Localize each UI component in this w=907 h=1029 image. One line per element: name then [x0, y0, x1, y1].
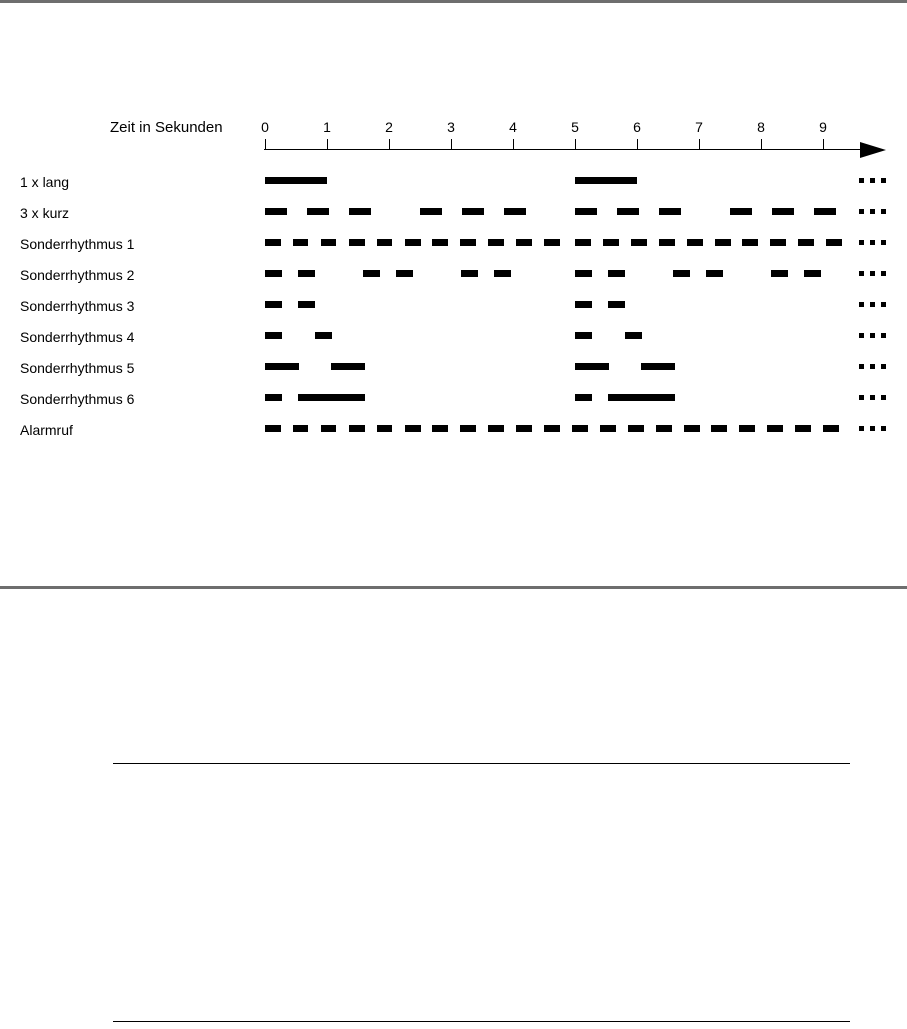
- pulse-bar: [608, 394, 675, 401]
- pulse-bar: [504, 208, 526, 215]
- pulse-bar: [488, 425, 504, 432]
- pulse-bar: [265, 208, 287, 215]
- row-label: 3 x kurz: [20, 205, 70, 221]
- axis-title: Zeit in Sekunden: [110, 119, 223, 136]
- continuation-dots-icon: [859, 364, 892, 369]
- tick-mark: [513, 139, 514, 150]
- pulse-bar: [396, 270, 413, 277]
- pulse-bar: [575, 270, 592, 277]
- pulse-bar: [265, 301, 282, 308]
- pulse-bar: [265, 270, 282, 277]
- pulse-bar: [405, 425, 421, 432]
- pulse-bar: [767, 425, 783, 432]
- pulse-bar: [814, 208, 836, 215]
- pulse-bar: [804, 270, 821, 277]
- continuation-dots-icon: [859, 333, 892, 338]
- pulse-bar: [575, 177, 637, 184]
- tick-label: 4: [509, 119, 517, 135]
- tick-mark: [699, 139, 700, 150]
- top-divider: [0, 0, 907, 3]
- tick-mark: [451, 139, 452, 150]
- pulse-bar: [307, 208, 329, 215]
- pulse-bar: [460, 239, 476, 246]
- pulse-bar: [600, 425, 616, 432]
- pulse-bar: [656, 425, 672, 432]
- pulse-bar: [706, 270, 723, 277]
- pulse-bar: [659, 239, 675, 246]
- pulse-bar: [772, 208, 794, 215]
- pulse-bar: [711, 425, 727, 432]
- pulse-bar: [488, 239, 504, 246]
- pulse-bar: [575, 239, 591, 246]
- pulse-bar: [265, 177, 327, 184]
- pulse-bar: [516, 425, 532, 432]
- pulse-bar: [265, 394, 282, 401]
- tick-mark: [327, 139, 328, 150]
- pulse-bar: [432, 425, 448, 432]
- tick-mark: [761, 139, 762, 150]
- tick-mark: [575, 139, 576, 150]
- pulse-bar: [641, 363, 675, 370]
- pulse-bar: [659, 208, 681, 215]
- pulse-bar: [770, 239, 786, 246]
- pulse-bar: [432, 239, 448, 246]
- pulse-bar: [377, 239, 392, 246]
- pulse-bar: [575, 301, 592, 308]
- upper-rule: [113, 763, 850, 764]
- pulse-bar: [617, 208, 639, 215]
- pulse-bar: [572, 425, 588, 432]
- tick-mark: [637, 139, 638, 150]
- tick-label: 6: [633, 119, 641, 135]
- pulse-bar: [331, 363, 365, 370]
- pulse-bar: [420, 208, 442, 215]
- pulse-bar: [742, 239, 758, 246]
- pulse-bar: [628, 425, 644, 432]
- tick-label: 5: [571, 119, 579, 135]
- pulse-bar: [462, 208, 484, 215]
- pulse-bar: [349, 425, 365, 432]
- pulse-bar: [265, 239, 281, 246]
- row-label: Sonderrhythmus 1: [20, 236, 135, 252]
- pulse-bar: [631, 239, 647, 246]
- pulse-bar: [265, 363, 299, 370]
- pulse-bar: [349, 208, 371, 215]
- middle-divider: [0, 586, 907, 589]
- pulse-bar: [321, 239, 336, 246]
- tick-label: 8: [757, 119, 765, 135]
- pulse-bar: [739, 425, 755, 432]
- continuation-dots-icon: [859, 302, 892, 307]
- pulse-bar: [298, 394, 365, 401]
- pulse-bar: [293, 425, 308, 432]
- continuation-dots-icon: [859, 240, 892, 245]
- pulse-bar: [405, 239, 421, 246]
- pulse-bar: [544, 239, 560, 246]
- tick-label: 2: [385, 119, 393, 135]
- continuation-dots-icon: [859, 178, 892, 183]
- row-label: Sonderrhythmus 6: [20, 391, 135, 407]
- pulse-bar: [608, 301, 625, 308]
- tick-label: 0: [261, 119, 269, 135]
- row-label: 1 x lang: [20, 174, 70, 190]
- pulse-bar: [575, 332, 592, 339]
- pulse-bar: [603, 239, 619, 246]
- pulse-bar: [321, 425, 336, 432]
- tick-mark: [265, 139, 266, 150]
- continuation-dots-icon: [859, 271, 892, 276]
- pulse-bar: [461, 270, 478, 277]
- tick-mark: [389, 139, 390, 150]
- pulse-bar: [673, 270, 690, 277]
- pulse-bar: [494, 270, 511, 277]
- pulse-bar: [575, 208, 597, 215]
- pulse-bar: [730, 208, 752, 215]
- pulse-bar: [298, 270, 315, 277]
- axis-arrow-icon: [860, 142, 886, 158]
- pulse-bar: [544, 425, 560, 432]
- row-label: Sonderrhythmus 2: [20, 267, 135, 283]
- pulse-bar: [795, 425, 811, 432]
- time-axis-line: [264, 149, 862, 150]
- pulse-bar: [771, 270, 788, 277]
- row-label: Sonderrhythmus 5: [20, 360, 135, 376]
- row-label: Sonderrhythmus 4: [20, 329, 135, 345]
- tick-label: 9: [819, 119, 827, 135]
- tick-label: 1: [323, 119, 331, 135]
- tick-label: 7: [695, 119, 703, 135]
- pulse-bar: [377, 425, 392, 432]
- pulse-bar: [315, 332, 332, 339]
- pulse-bar: [349, 239, 365, 246]
- tick-label: 3: [447, 119, 455, 135]
- pulse-bar: [625, 332, 642, 339]
- pulse-bar: [715, 239, 731, 246]
- pulse-bar: [460, 425, 476, 432]
- pulse-bar: [575, 363, 609, 370]
- pulse-bar: [823, 425, 839, 432]
- pulse-bar: [684, 425, 700, 432]
- pulse-bar: [265, 425, 281, 432]
- pulse-bar: [687, 239, 703, 246]
- pulse-bar: [798, 239, 814, 246]
- continuation-dots-icon: [859, 395, 892, 400]
- lower-rule: [113, 1021, 850, 1022]
- continuation-dots-icon: [859, 209, 892, 214]
- pulse-bar: [516, 239, 532, 246]
- row-label: Alarmruf: [20, 422, 73, 438]
- pulse-bar: [826, 239, 842, 246]
- row-label: Sonderrhythmus 3: [20, 298, 135, 314]
- pulse-bar: [575, 394, 592, 401]
- pulse-bar: [293, 239, 308, 246]
- pulse-bar: [265, 332, 282, 339]
- tick-mark: [823, 139, 824, 150]
- continuation-dots-icon: [859, 426, 892, 431]
- pulse-bar: [298, 301, 315, 308]
- pulse-bar: [608, 270, 625, 277]
- pulse-bar: [363, 270, 380, 277]
